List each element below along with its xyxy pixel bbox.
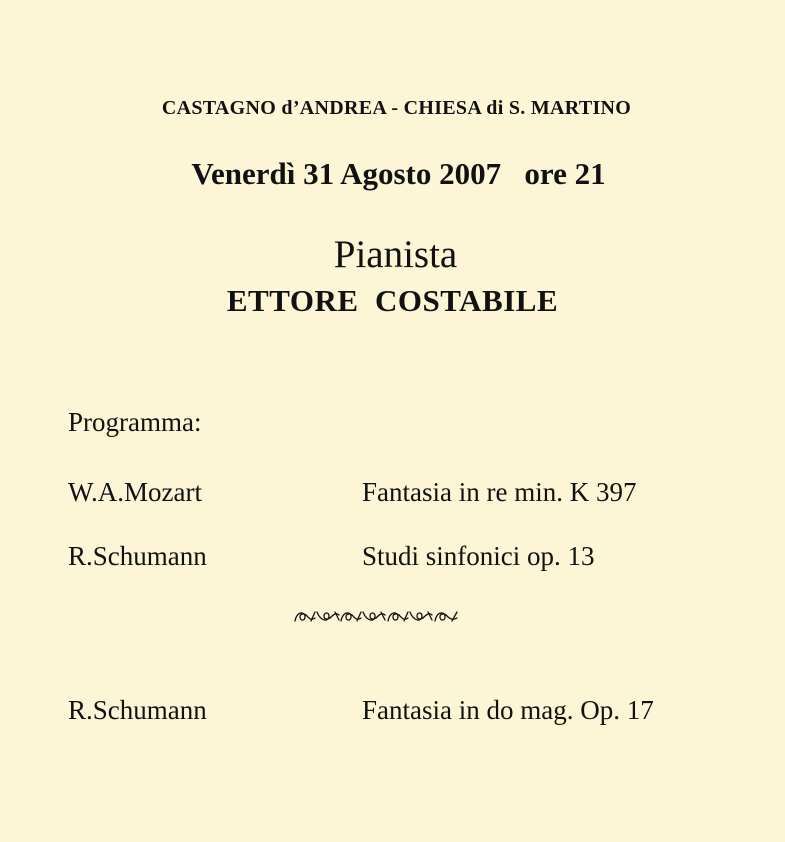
program-work: Fantasia in re min. K 397 bbox=[362, 477, 637, 507]
performer-role: Pianista bbox=[333, 233, 458, 276]
program-composer: R.Schumann bbox=[68, 695, 207, 725]
performer-name: ETTORE COSTABILE bbox=[226, 283, 559, 318]
program-heading: Programma: bbox=[68, 407, 202, 437]
program-item bbox=[0, 541, 785, 575]
date-time-line: Venerdì 31 Agosto 2007 ore 21 bbox=[191, 156, 606, 191]
program-work: Fantasia in do mag. Op. 17 bbox=[362, 695, 654, 725]
program-composer: R.Schumann bbox=[68, 541, 207, 571]
program-work: Studi sinfonici op. 13 bbox=[362, 541, 595, 571]
program-item bbox=[0, 695, 785, 729]
program-item bbox=[0, 477, 785, 511]
venue-line: CASTAGNO d’ANDREA - CHIESA di S. MARTINO bbox=[161, 97, 632, 119]
ornamental-divider-icon bbox=[293, 606, 461, 626]
program-composer: W.A.Mozart bbox=[68, 477, 202, 507]
